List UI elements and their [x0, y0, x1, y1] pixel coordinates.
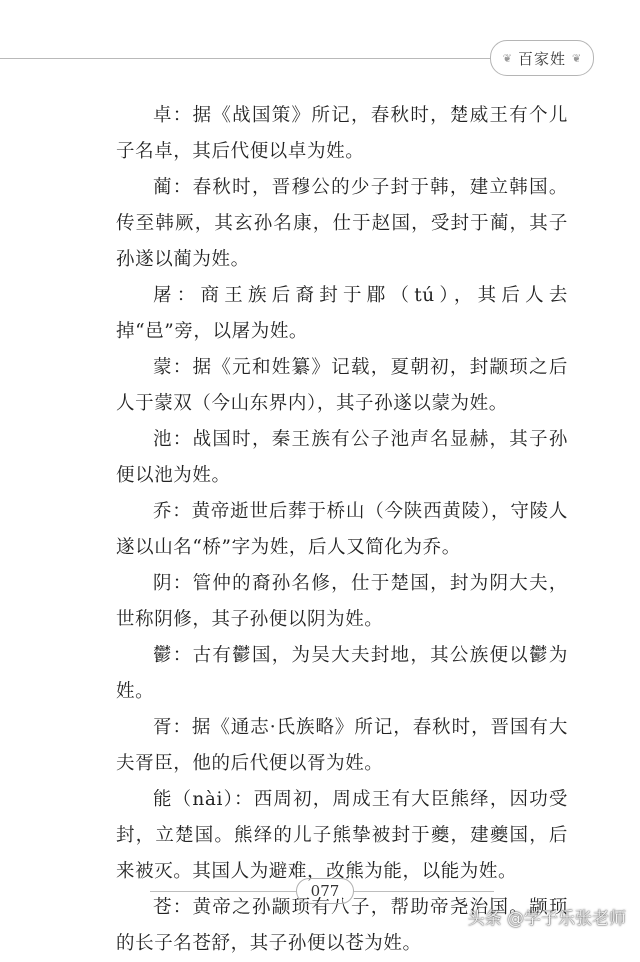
entry-qiao: 乔：黄帝逝世后葬于桥山（今陕西黄陵），守陵人遂以山名“桥”字为姓，后人又简化为乔。: [116, 501, 568, 558]
entry-chi: 池：战国时，秦王族有公子池声名显赫，其子孙便以池为姓。: [116, 429, 568, 486]
entry-yin: 阴：管仲的裔孙名修，仕于楚国，封为阴大夫，世称阴修，其子孙便以阴为姓。: [116, 573, 568, 630]
entry-tu: 屠：商王族后裔封于郿（tú），其后人去掉“邑”旁，以屠为姓。: [116, 285, 568, 342]
ornament-right-icon: ❦: [572, 51, 582, 65]
header-rule: [0, 58, 490, 59]
page-body: [116, 98, 568, 962]
footer-rule-left: [150, 891, 296, 892]
page-number: [296, 878, 354, 904]
watermark: 头条 @学子乐张老师: [467, 909, 626, 929]
entry-cang: 苍：黄帝之孙颛顼有八子，帮助帝尧治国。颛顼的长子名苍舒，其子孙便以苍为姓。: [116, 897, 568, 954]
ornament-left-icon: ❦: [502, 51, 512, 65]
running-header: [490, 40, 594, 76]
footer-rule-right: [354, 891, 494, 892]
entry-zhuo: 卓：据《战国策》所记，春秋时，楚威王有个儿子名卓，其后代便以卓为姓。: [116, 105, 568, 162]
entry-lin: 蔺：春秋时，晋穆公的少子封于韩，建立韩国。传至韩厥，其玄孙名康，仕于赵国，受封于蔺，其子孙遂以蔺为姓。: [116, 177, 568, 270]
page-number-text: 077: [310, 882, 340, 900]
entry-yu: 鬱：古有鬱国，为吴大夫封地，其公族便以鬱为姓。: [116, 645, 568, 702]
entry-meng: 蒙：据《元和姓纂》记载，夏朝初，封颛顼之后人于蒙双（今山东界内），其子孙遂以蒙为姓。: [116, 357, 568, 414]
entry-xu: 胥：据《通志·氏族略》所记，春秋时，晋国有大夫胥臣，他的后代便以胥为姓。: [116, 717, 568, 774]
book-title: 百家姓: [517, 49, 566, 68]
entry-nai: 能（nài）：西周初，周成王有大臣熊绎，因功受封，立楚国。熊绎的儿子熊挚被封于夔，建夔国，后来被灭。其国人为避难，改熊为能，以能为姓。: [116, 789, 568, 882]
